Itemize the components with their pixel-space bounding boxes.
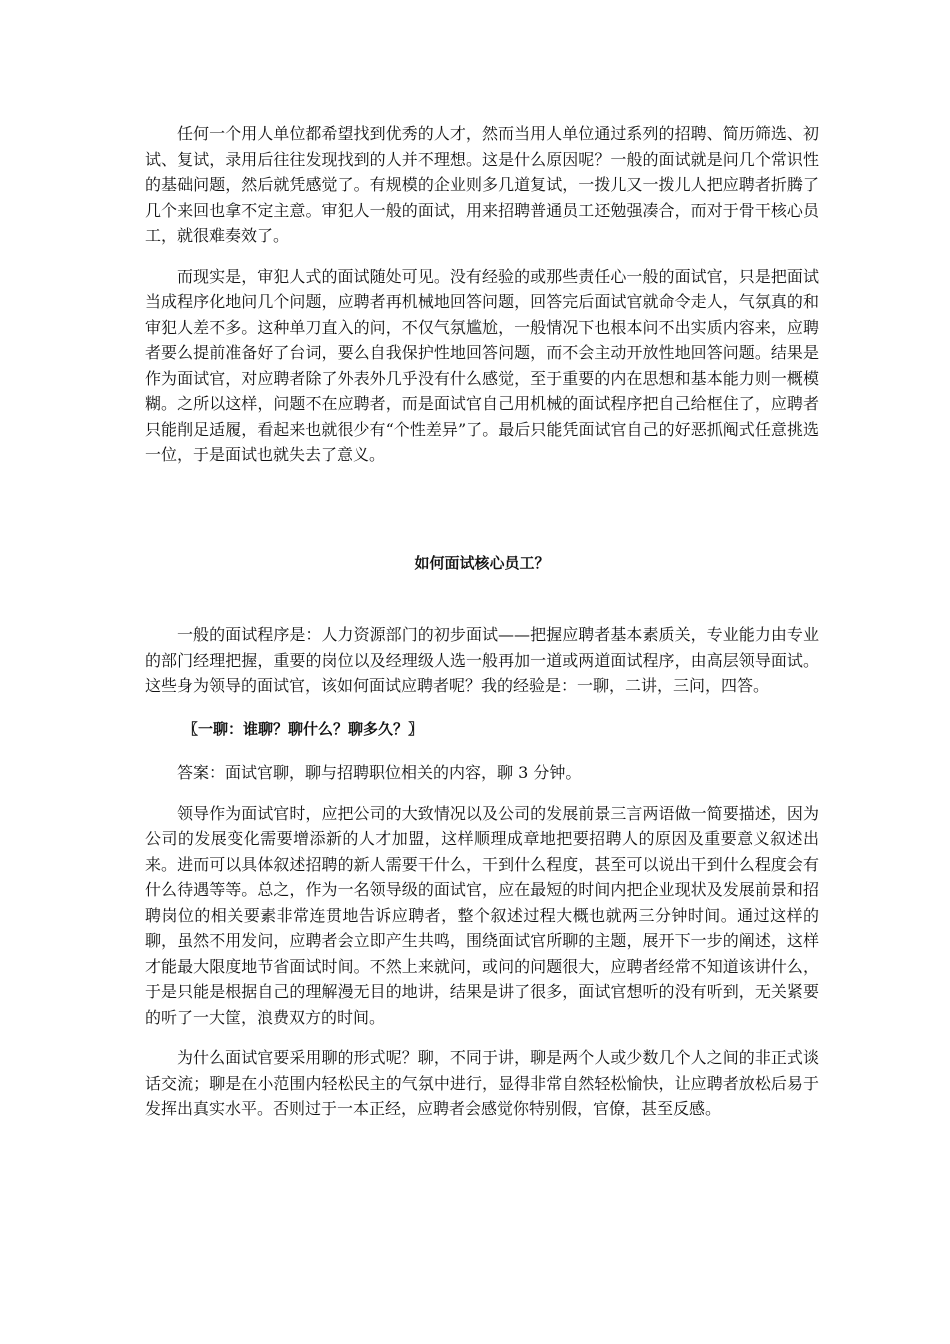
paragraph-reality: 而现实是，审犯人式的面试随处可见。没有经验的或那些责任心一般的面试官，只是把面试当成程序化地问几个问题，应聘者再机械地回答问题，回答完后面试官就命令走人，气氛真的和审犯人差不多。这种单刀直入的问，不仅气氛尴尬，一般情况下也根本问不出实质内容来，应聘者要么提前准备好了台词，要么自我保护性地回答问题，而不会主动开放性地回答问题。结果是作为面试官，对应聘者除了外表外几乎没有什么感觉，至于重要的内在思想和基本能力则一概模糊。之所以这样，问题不在应聘者，而是面试官自己用机械的面试程序把自己给框住了，应聘者只能削足适履，看起来也就很少有“个性差异”了。最后只能凭面试官自己的好恶抓阄式任意挑选一位，于是面试也就失去了意义。 <box>145 266 819 464</box>
paragraph-leader: 领导作为面试官时，应把公司的大致情况以及公司的发展前景三言两语做一简要描述，因为公司的发展变化需要增添新的人才加盟，这样顺理成章地把要招聘人的原因及重要意义叙述出来。进而可以具体叙述招聘的新人需要干什么，干到什么程度，甚至可以说出干到什么程度会有什么待遇等等。总之，作为一名领导级的面试官，应在最短的时间内把企业现状及发展前景和招聘岗位的相关要素非常连贯地告诉应聘者，整个叙述过程大概也就两三分钟时间。通过这样的聊，虽然不用发问，应聘者会立即产生共鸣，围绕面试官所聊的主题，展开下一步的阐述，这样才能最大限度地节省面试时间。不然上来就问，或问的问题很大，应聘者经常不知道该讲什么，于是只能是根据自己的理解漫无目的地讲，结果是讲了很多，面试官想听的没有听到，无关紧要的听了一大筐，浪费双方的时间。 <box>145 803 819 1027</box>
document-body <box>145 121 819 1122</box>
section-title: 如何面试核心员工？ <box>414 553 550 572</box>
paragraph-intro: 任何一个用人单位都希望找到优秀的人才，然而当用人单位通过系列的招聘、简历筛选、初试、复试，录用后往往发现找到的人并不理想。这是什么原因呢？一般的面试就是问几个常识性的基础问题，然后就凭感觉了。有规模的企业则多几道复试，一拨儿又一拨儿人把应聘者折腾了几个来回也拿不定主意。审犯人一般的面试，用来招聘普通员工还勉强凑合，而对于骨干核心员工，就很难奏效了。 <box>145 124 819 245</box>
paragraph-answer: 答案：面试官聊，聊与招聘职位相关的内容，聊 3 分钟。 <box>177 763 582 782</box>
paragraph-procedure: 一般的面试程序是：人力资源部门的初步面试——把握应聘者基本素质关，专业能力由专业的部门经理把握，重要的岗位以及经理级人选一般再加一道或两道面试程序，由高层领导面试。这些身为领导的面试官，该如何面试应聘者呢？我的经验是：一聊，二讲，三问，四答。 <box>145 625 819 695</box>
paragraph-why-chat: 为什么面试官要采用聊的形式呢？聊，不同于讲，聊是两个人或少数几个人之间的非正式谈话交流；聊是在小范围内轻松民主的气氛中进行，显得非常自然轻松愉快，让应聘者放松后易于发挥出真实水平。否则过于一本正经，应聘者会感觉你特别假，官僚，甚至反感。 <box>145 1048 819 1118</box>
subheading-chat: 〖一聊：谁聊？聊什么？聊多久？〗 <box>183 719 424 738</box>
